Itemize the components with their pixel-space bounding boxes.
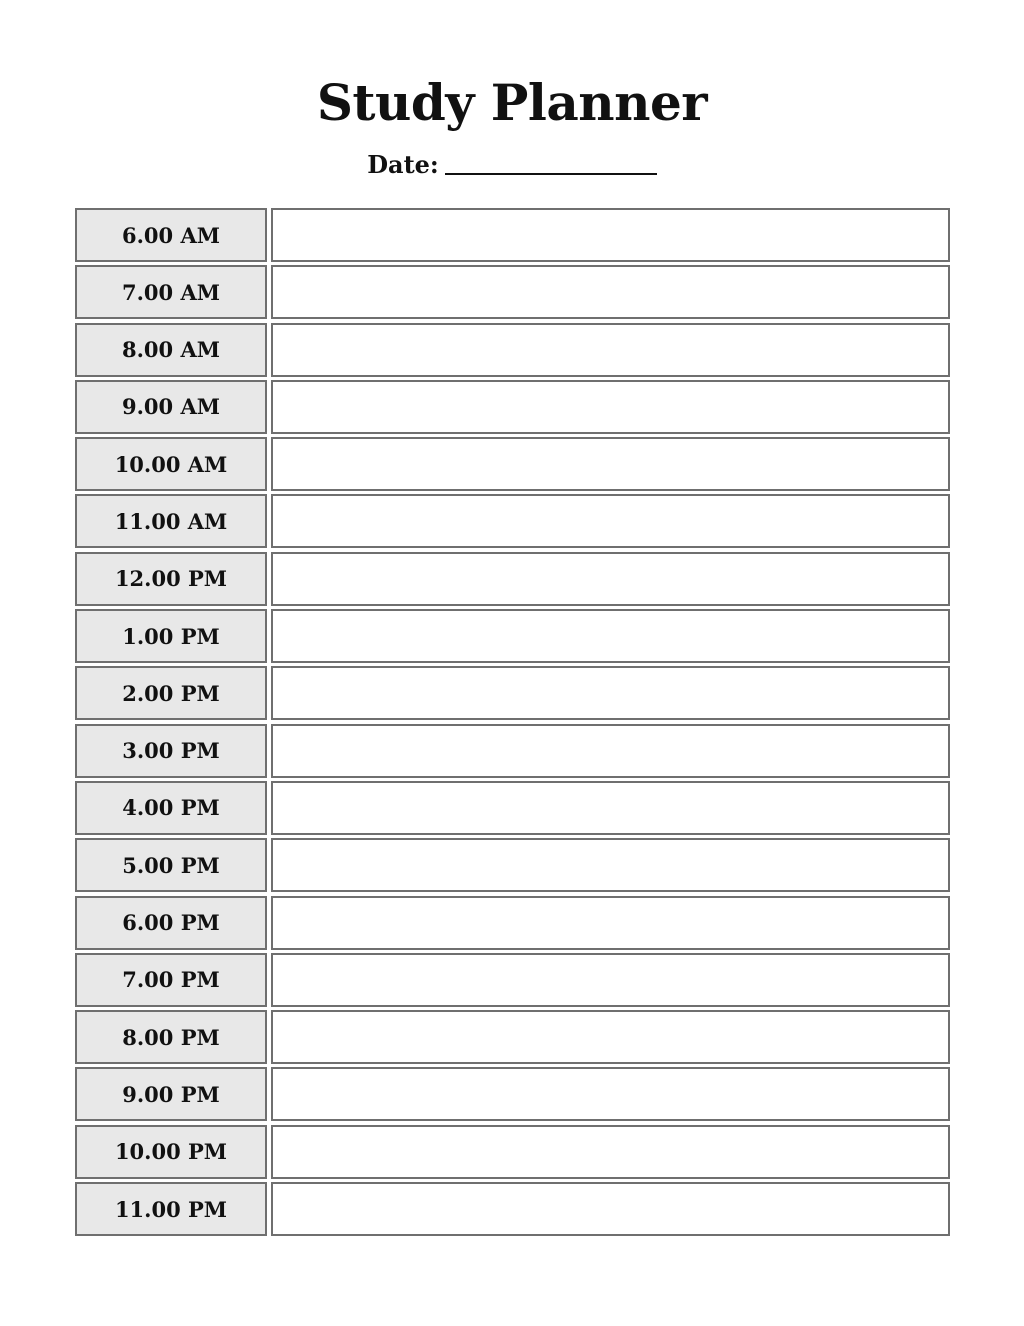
time-slot-entry[interactable] bbox=[271, 666, 950, 720]
schedule-row bbox=[75, 1182, 950, 1236]
schedule-row bbox=[75, 1010, 950, 1064]
time-slot-label: 1.00 PM bbox=[75, 609, 267, 663]
page-title: Study Planner bbox=[316, 73, 708, 132]
schedule-row bbox=[75, 666, 950, 720]
time-slot-label: 4.00 PM bbox=[75, 781, 267, 835]
schedule-row bbox=[75, 208, 950, 262]
schedule-row bbox=[75, 781, 950, 835]
schedule-row bbox=[75, 265, 950, 319]
schedule-row bbox=[75, 380, 950, 434]
time-slot-entry[interactable] bbox=[271, 724, 950, 778]
schedule-row bbox=[75, 724, 950, 778]
time-slot-label: 8.00 AM bbox=[75, 323, 267, 377]
schedule-row bbox=[75, 437, 950, 491]
time-slot-label: 9.00 PM bbox=[75, 1067, 267, 1121]
time-slot-entry[interactable] bbox=[271, 208, 950, 262]
time-slot-entry[interactable] bbox=[271, 896, 950, 950]
time-slot-label: 7.00 PM bbox=[75, 953, 267, 1007]
schedule-row bbox=[75, 896, 950, 950]
time-slot-label: 10.00 PM bbox=[75, 1125, 267, 1179]
schedule-row bbox=[75, 1067, 950, 1121]
time-slot-label: 6.00 PM bbox=[75, 896, 267, 950]
schedule-table bbox=[75, 208, 950, 1239]
time-slot-entry[interactable] bbox=[271, 1067, 950, 1121]
schedule-row bbox=[75, 552, 950, 606]
time-slot-entry[interactable] bbox=[271, 323, 950, 377]
time-slot-entry[interactable] bbox=[271, 265, 950, 319]
time-slot-entry[interactable] bbox=[271, 494, 950, 548]
time-slot-label: 8.00 PM bbox=[75, 1010, 267, 1064]
time-slot-entry[interactable] bbox=[271, 838, 950, 892]
schedule-row bbox=[75, 609, 950, 663]
time-slot-entry[interactable] bbox=[271, 437, 950, 491]
date-line bbox=[0, 148, 1024, 182]
time-slot-entry[interactable] bbox=[271, 781, 950, 835]
time-slot-label: 2.00 PM bbox=[75, 666, 267, 720]
time-slot-label: 12.00 PM bbox=[75, 552, 267, 606]
schedule-row bbox=[75, 1125, 950, 1179]
time-slot-label: 11.00 PM bbox=[75, 1182, 267, 1236]
time-slot-label: 9.00 AM bbox=[75, 380, 267, 434]
time-slot-label: 10.00 AM bbox=[75, 437, 267, 491]
time-slot-label: 3.00 PM bbox=[75, 724, 267, 778]
time-slot-label: 5.00 PM bbox=[75, 838, 267, 892]
schedule-row bbox=[75, 323, 950, 377]
time-slot-entry[interactable] bbox=[271, 953, 950, 1007]
time-slot-entry[interactable] bbox=[271, 380, 950, 434]
time-slot-entry[interactable] bbox=[271, 1182, 950, 1236]
schedule-row bbox=[75, 494, 950, 548]
schedule-row bbox=[75, 838, 950, 892]
date-label: Date: bbox=[367, 150, 439, 179]
time-slot-label: 7.00 AM bbox=[75, 265, 267, 319]
schedule-row bbox=[75, 953, 950, 1007]
time-slot-entry[interactable] bbox=[271, 609, 950, 663]
time-slot-label: 11.00 AM bbox=[75, 494, 267, 548]
time-slot-entry[interactable] bbox=[271, 1010, 950, 1064]
time-slot-label: 6.00 AM bbox=[75, 208, 267, 262]
time-slot-entry[interactable] bbox=[271, 1125, 950, 1179]
date-blank-field[interactable] bbox=[445, 173, 657, 175]
time-slot-entry[interactable] bbox=[271, 552, 950, 606]
